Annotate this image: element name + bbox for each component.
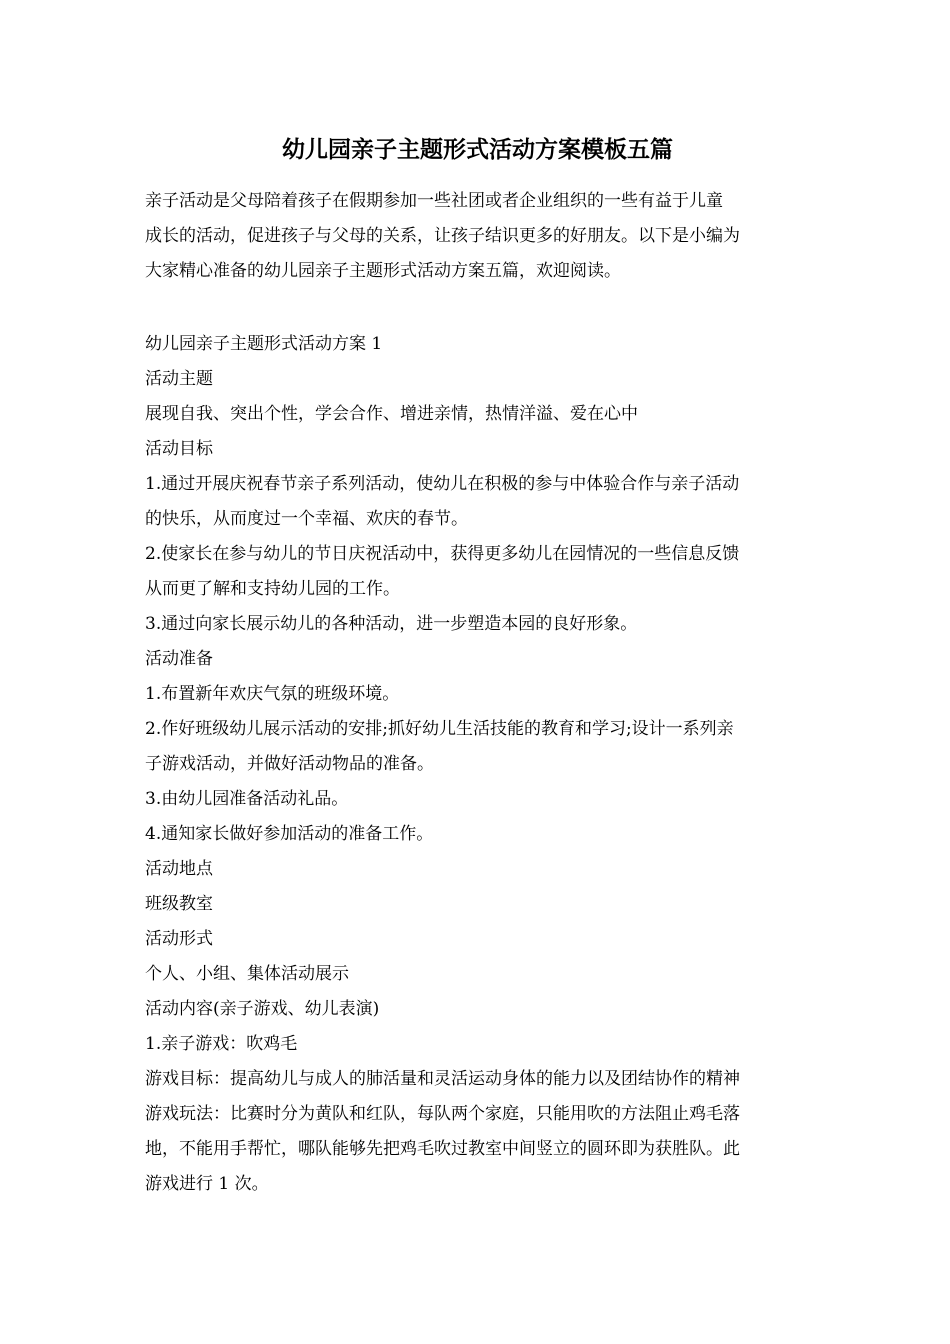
body-line: 2.作好班级幼儿展示活动的安排;抓好幼儿生活技能的教育和学习;设计一系列亲 bbox=[145, 719, 734, 739]
subheading-goals: 活动目标 bbox=[145, 439, 213, 459]
intro-line: 亲子活动是父母陪着孩子在假期参加一些社团或者企业组织的一些有益于儿童 bbox=[145, 191, 723, 211]
subheading-content: 活动内容(亲子游戏、幼儿表演) bbox=[145, 999, 380, 1019]
body-line: 3.由幼儿园准备活动礼品。 bbox=[145, 789, 349, 809]
body-line: 3.通过向家长展示幼儿的各种活动，进一步塑造本园的良好形象。 bbox=[145, 614, 638, 634]
body-line: 1.通过开展庆祝春节亲子系列活动，使幼儿在积极的参与中体验合作与亲子活动 bbox=[145, 474, 740, 494]
body-line: 1.布置新年欢庆气氛的班级环境。 bbox=[145, 684, 400, 704]
intro-paragraph bbox=[145, 184, 810, 289]
body-line: 4.通知家长做好参加活动的准备工作。 bbox=[145, 824, 434, 844]
subheading-theme: 活动主题 bbox=[145, 369, 213, 389]
document-body bbox=[145, 327, 810, 1202]
body-line: 子游戏活动，并做好活动物品的准备。 bbox=[145, 754, 434, 774]
body-line: 的快乐，从而度过一个幸福、欢庆的春节。 bbox=[145, 509, 468, 529]
body-line: 2.使家长在参与幼儿的节日庆祝活动中，获得更多幼儿在园情况的一些信息反馈 bbox=[145, 544, 740, 564]
body-line: 地，不能用手帮忙，哪队能够先把鸡毛吹过教室中间竖立的圆环即为获胜队。此 bbox=[145, 1139, 740, 1159]
subheading-format: 活动形式 bbox=[145, 929, 213, 949]
body-line: 游戏玩法：比赛时分为黄队和红队，每队两个家庭，只能用吹的方法阻止鸡毛落 bbox=[145, 1104, 740, 1124]
body-line: 游戏进行 1 次。 bbox=[145, 1174, 269, 1194]
body-line: 游戏目标：提高幼儿与成人的肺活量和灵活运动身体的能力以及团结协作的精神 bbox=[145, 1069, 740, 1089]
document-title: 幼儿园亲子主题形式活动方案模板五篇 bbox=[282, 136, 673, 163]
body-line: 展现自我、突出个性，学会合作、增进亲情，热情洋溢、爱在心中 bbox=[145, 404, 638, 424]
body-line: 个人、小组、集体活动展示 bbox=[145, 964, 349, 984]
subheading-preparation: 活动准备 bbox=[145, 649, 213, 669]
section-heading: 幼儿园亲子主题形式活动方案 1 bbox=[145, 334, 383, 354]
body-line: 1.亲子游戏：吹鸡毛 bbox=[145, 1034, 298, 1054]
intro-line: 成长的活动，促进孩子与父母的关系，让孩子结识更多的好朋友。以下是小编为 bbox=[145, 226, 740, 246]
subheading-location: 活动地点 bbox=[145, 859, 213, 879]
intro-line: 大家精心准备的幼儿园亲子主题形式活动方案五篇，欢迎阅读。 bbox=[145, 261, 621, 281]
body-line: 班级教室 bbox=[145, 894, 213, 914]
body-line: 从而更了解和支持幼儿园的工作。 bbox=[145, 579, 400, 599]
